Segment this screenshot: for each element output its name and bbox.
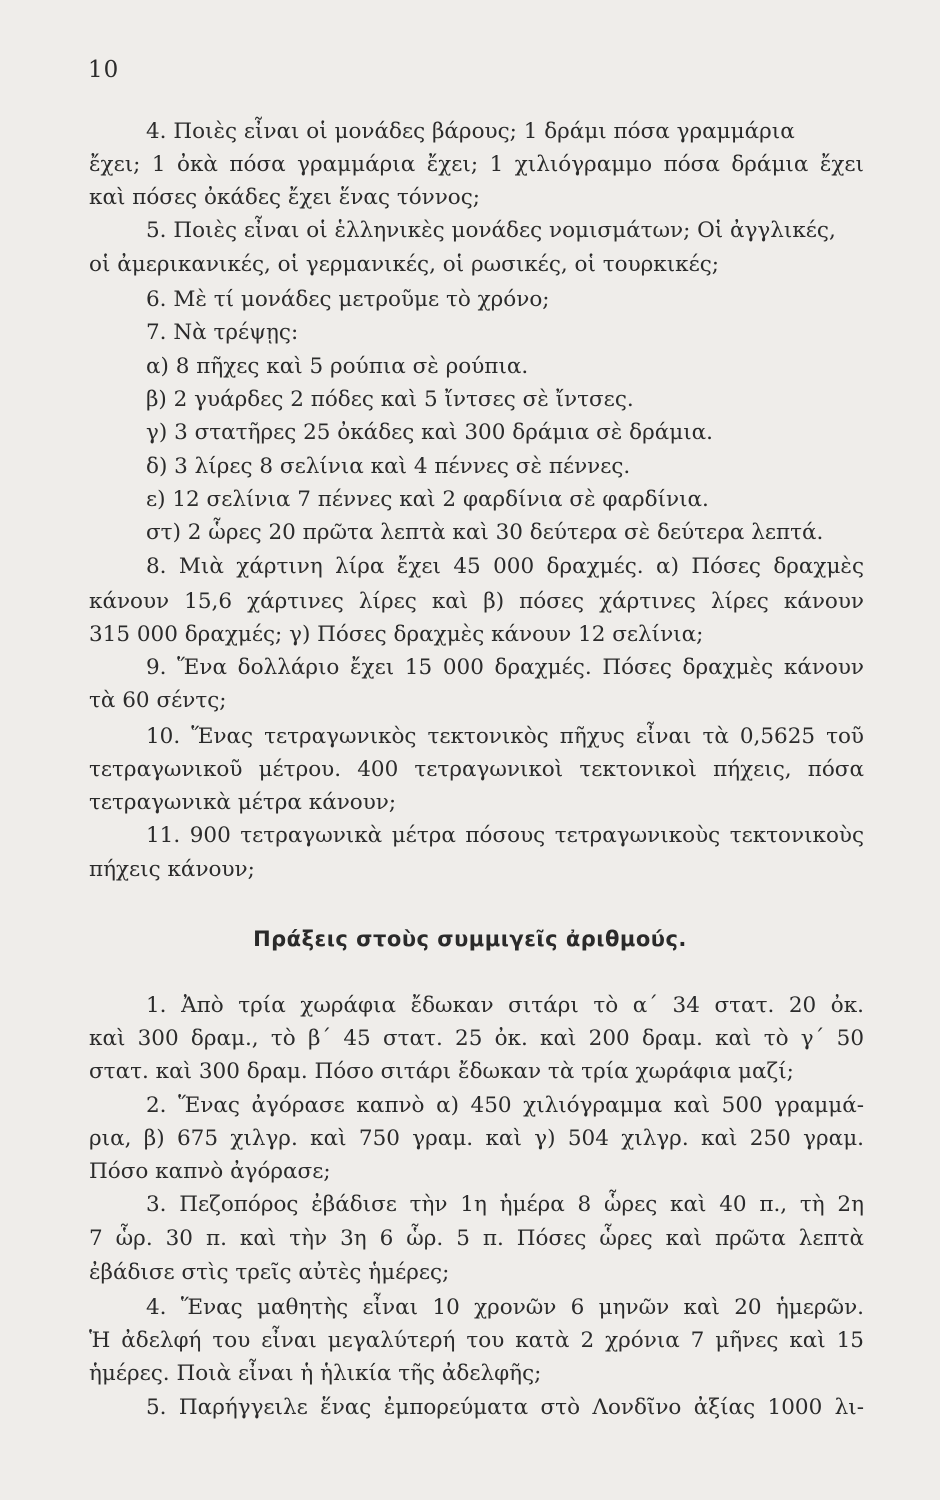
text-line: 4. Ποιὲς εἶναι οἱ μονάδες βάρους; 1 δράμι πόσα γραμμάρια	[146, 119, 795, 144]
text-line: δ) 3 λίρες 8 σελίνια καὶ 4 πέννες σὲ πέννες.	[146, 454, 631, 479]
text-line: καὶ 300 δραμ., τὸ β΄ 45 στατ. 25 ὀκ. καὶ 200 δραμ. καὶ τὸ γ΄ 50	[89, 1026, 864, 1051]
text-line: ε) 12 σελίνια 7 πέννες καὶ 2 φαρδίνια σὲ φαρδίνια.	[146, 487, 709, 512]
text-line: 7. Νὰ τρέψῃς:	[146, 320, 299, 345]
text-line: 11. 900 τετραγωνικὰ μέτρα πόσους τετραγωνικοὺς τεκτονικοὺς	[146, 823, 864, 848]
text-line: 3. Πεζοπόρος ἐβάδισε τὴν 1η ἡμέρα 8 ὧρες καὶ 40 π., τὴ 2η	[146, 1192, 864, 1217]
text-line: τετραγωνικὰ μέτρα κάνουν;	[89, 790, 397, 815]
text-line: 5. Ποιὲς εἶναι οἱ ἑλληνικὲς μονάδες νομισμάτων; Οἱ ἀγγλικές,	[146, 218, 836, 243]
text-line: τετραγωνικοῦ μέτρου. 400 τετραγωνικοὶ τεκτονικοὶ πήχεις, πόσα	[89, 757, 864, 782]
text-line: στ) 2 ὧρες 20 πρῶτα λεπτὰ καὶ 30 δεύτερα σὲ δεύτερα λεπτά.	[146, 520, 824, 545]
text-line: ἐβάδισε στὶς τρεῖς αὐτὲς ἡμέρες;	[89, 1260, 450, 1285]
text-line: ρια, β) 675 χιλγρ. καὶ 750 γραμ. καὶ γ) 504 χιλγρ. καὶ 250 γραμ.	[89, 1126, 864, 1151]
text-line: Ἡ ἀδελφή του εἶναι μεγαλύτερή του κατὰ 2 χρόνια 7 μῆνες καὶ 15	[89, 1328, 864, 1353]
text-line: 6. Μὲ τί μονάδες μετροῦμε τὸ χρόνο;	[146, 287, 550, 312]
page-number: 10	[88, 57, 120, 83]
text-line: στατ. καὶ 300 δραμ. Πόσο σιτάρι ἔδωκαν τὰ τρία χωράφια μαζί;	[89, 1059, 794, 1084]
text-line: πήχεις κάνουν;	[89, 857, 255, 882]
text-line: 4. Ἕνας μαθητὴς εἶναι 10 χρονῶν 6 μηνῶν καὶ 20 ἡμερῶν.	[146, 1295, 864, 1320]
text-line: τὰ 60 σέντς;	[89, 688, 227, 713]
text-line: Πόσο καπνὸ ἀγόρασε;	[89, 1159, 331, 1184]
text-line: οἱ ἀμερικανικές, οἱ γερμανικές, οἱ ρωσικές, οἱ τουρκικές;	[89, 252, 720, 277]
text-line: καὶ πόσες ὀκάδες ἔχει ἕνας τόννος;	[89, 185, 481, 210]
text-line: α) 8 πῆχες καὶ 5 ρούπια σὲ ρούπια.	[146, 354, 529, 379]
text-line: 1. Ἀπὸ τρία χωράφια ἔδωκαν σιτάρι τὸ α΄ 34 στατ. 20 ὀκ.	[146, 993, 864, 1018]
text-line: ἡμέρες. Ποιὰ εἶναι ἡ ἡλικία τῆς ἀδελφῆς;	[89, 1361, 542, 1386]
text-line: κάνουν 15,6 χάρτινες λίρες καὶ β) πόσες χάρτινες λίρες κάνουν	[89, 589, 864, 614]
text-line: 315 000 δραχμές; γ) Πόσες δραχμὲς κάνουν 12 σελίνια;	[89, 622, 704, 647]
text-line: ἔχει; 1 ὀκὰ πόσα γραμμάρια ἔχει; 1 χιλιόγραμμο πόσα δράμια ἔχει	[89, 152, 864, 177]
text-line: 10. Ἕνας τετραγωνικὸς τεκτονικὸς πῆχυς εἶναι τὰ 0,5625 τοῦ	[146, 724, 864, 749]
section-heading: Πράξεις στοὺς συμμιγεῖς ἀριθμούς.	[253, 927, 687, 951]
text-line: 7 ὧρ. 30 π. καὶ τὴν 3η 6 ὧρ. 5 π. Πόσες ὧρες καὶ πρῶτα λεπτὰ	[89, 1226, 864, 1251]
text-line: 8. Μιὰ χάρτινη λίρα ἔχει 45 000 δραχμές. α) Πόσες δραχμὲς	[146, 554, 864, 579]
text-line: 9. Ἕνα δολλάριο ἔχει 15 000 δραχμές. Πόσες δραχμὲς κάνουν	[146, 655, 864, 680]
text-line: 5. Παρήγγειλε ἕνας ἐμπορεύματα στὸ Λονδῖνο ἀξίας 1000 λι-	[146, 1395, 864, 1420]
text-line: β) 2 γυάρδες 2 πόδες καὶ 5 ἴντσες σὲ ἴντσες.	[146, 387, 634, 412]
text-line: 2. Ἕνας ἀγόρασε καπνὸ α) 450 χιλιόγραμμα καὶ 500 γραμμά-	[146, 1093, 864, 1118]
text-line: γ) 3 στατῆρες 25 ὀκάδες καὶ 300 δράμια σὲ δράμια.	[146, 420, 714, 445]
